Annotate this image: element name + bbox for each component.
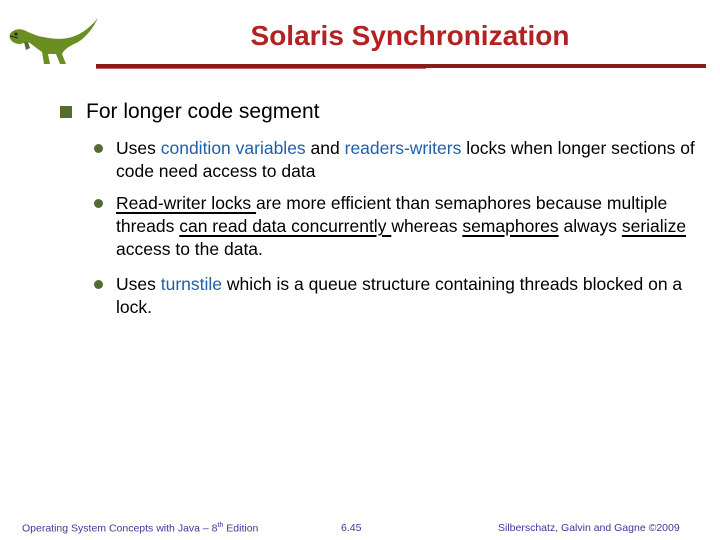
sub-bullet-1-text: Uses condition variables and readers-writers locks when longer sections of code need access to data	[116, 138, 695, 181]
round-bullet-icon	[94, 144, 103, 153]
sub-bullet-1	[94, 137, 704, 183]
sub-bullet-3-text: Uses turnstile which is a queue structure containing threads blocked on a lock.	[116, 274, 683, 317]
sub-bullet-2-text: Read-writer locks are more efficient than semaphores because multiple threads can read data concurrently whereas semaphores always serialize access to the data.	[116, 193, 687, 259]
sub-bullet-2	[94, 192, 704, 261]
main-bullet	[60, 100, 319, 124]
sub-bullet-3	[94, 273, 704, 319]
dinosaur-icon	[4, 14, 100, 66]
term-condition-variables: condition variables	[160, 138, 306, 158]
term-readers-writers: readers-writers	[344, 138, 462, 158]
page-title: Solaris Synchronization	[250, 20, 570, 51]
round-bullet-icon	[94, 280, 103, 289]
main-bullet-text: For longer code segment	[86, 100, 320, 123]
title-underline	[96, 64, 706, 68]
footer-copyright: Silberschatz, Galvin and Gagne ©2009	[498, 522, 680, 534]
term-turnstile: turnstile	[160, 274, 223, 294]
square-bullet-icon	[60, 106, 72, 118]
footer-book-title: Operating System Concepts with Java – 8th Edition	[22, 522, 259, 535]
round-bullet-icon	[94, 199, 103, 208]
footer-page-number: 6.45	[341, 522, 362, 534]
